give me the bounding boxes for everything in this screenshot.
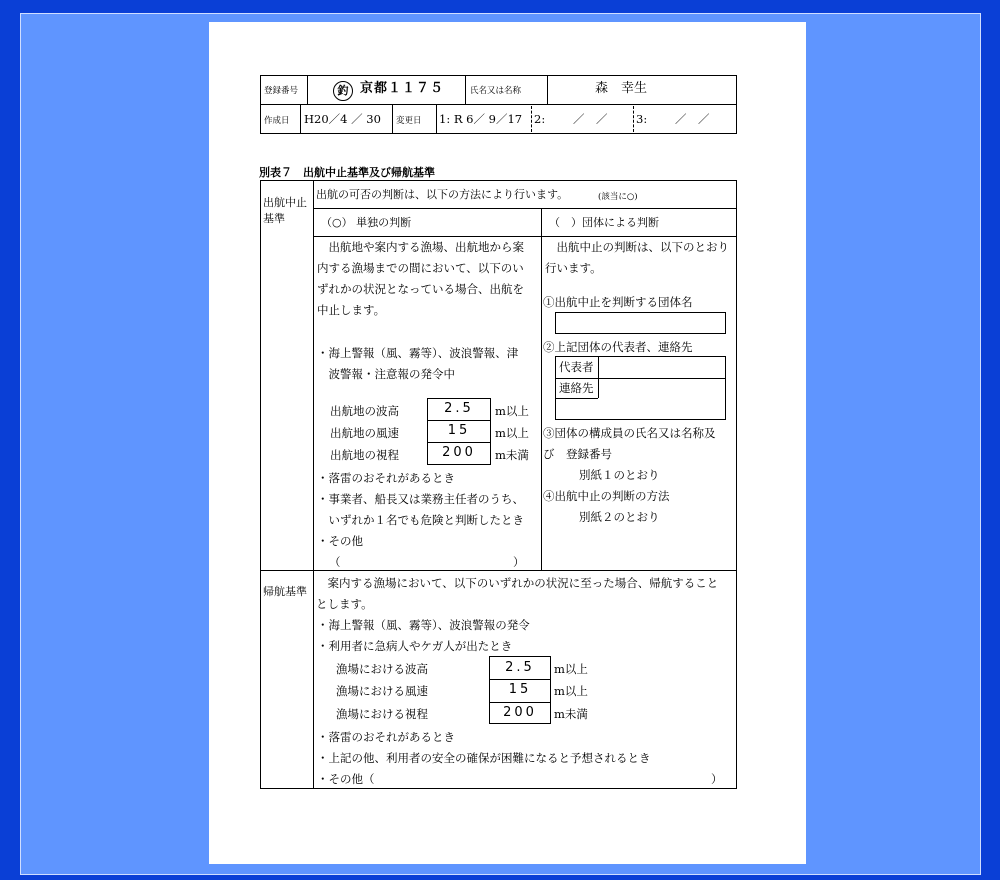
created-label: 作成日 <box>264 116 290 126</box>
left-para-4: 中止します。 <box>317 303 386 317</box>
section-title: 別表７ 出航中止基準及び帰航基準 <box>259 166 435 179</box>
contact-label: 連絡先 <box>559 381 594 395</box>
members-line-1: ③団体の構成員の氏名又は名称及 <box>543 426 716 440</box>
changed-label: 変更日 <box>396 116 422 126</box>
ret-other: ・その他（ <box>317 772 375 786</box>
dep-wind-label: 出航地の風速 <box>330 426 399 440</box>
change-3: 3: <box>636 112 648 126</box>
dep-other-paren: （ ） <box>329 555 525 569</box>
ret-vis-label: 漁場における視程 <box>336 707 428 721</box>
created-value: H20／4 ／ 30 <box>304 112 381 126</box>
name-value: 森 幸生 <box>595 81 648 96</box>
departure-intro-note: (該当に○) <box>598 192 638 202</box>
return-sick: ・利用者に急病人やケガ人が出たとき <box>317 639 513 653</box>
name-label: 氏名又は名称 <box>470 86 522 96</box>
reg-number: 京都１１７５ <box>360 81 445 96</box>
right-para-2: 行います。 <box>545 261 602 275</box>
departure-label-1: 出航中止 <box>263 196 307 209</box>
single-judgment-header: （○） 単独の判断 <box>321 216 412 229</box>
ret-safety: ・上記の他、利用者の安全の確保が困難になると予想されるとき <box>317 751 651 765</box>
dep-vis-unit: m未満 <box>495 448 529 462</box>
reg-label: 登録番号 <box>264 86 299 96</box>
return-line-2: とします。 <box>316 597 373 611</box>
change-2-date: ／ ／ <box>573 112 608 126</box>
return-label: 帰航基準 <box>263 585 307 598</box>
change-2: 2: <box>534 112 546 126</box>
departure-label-2: 基準 <box>263 212 285 225</box>
departure-intro: 出航の可否の判断は、以下の方法により行います。 <box>316 188 569 201</box>
dep-wave-unit: m以上 <box>495 404 529 418</box>
change-1: 1: R 6／ 9／17 <box>439 112 523 126</box>
dep-wind-unit: m以上 <box>495 426 529 440</box>
dep-wave-label: 出航地の波高 <box>330 404 399 418</box>
return-warning: ・海上警報（風、霧等）、波浪警報の発令 <box>317 618 530 632</box>
group-name-box <box>555 312 726 334</box>
rep-label: 代表者 <box>559 360 594 374</box>
dep-vis-value: 200 <box>442 445 476 460</box>
group-name-label: ①出航中止を判断する団体名 <box>543 295 693 309</box>
dep-vis-label: 出航地の視程 <box>330 448 399 462</box>
document-page <box>209 22 806 864</box>
left-para-1: 出航地や案内する漁場、出航地から案 <box>317 240 524 254</box>
ret-vis-unit: m未満 <box>554 707 588 721</box>
dep-captain-2: いずれか１名でも危険と判断したとき <box>317 513 524 527</box>
ret-wave-label: 漁場における波高 <box>336 662 428 676</box>
ret-other-close: ） <box>711 772 723 786</box>
right-para-1: 出航中止の判断は、以下のとおり <box>545 240 729 254</box>
dep-wave-value: 2.5 <box>444 401 474 416</box>
members-ref: 別紙１のとおり <box>579 468 660 482</box>
dep-captain-1: ・事業者、船長又は業務主任者のうち、 <box>317 492 524 506</box>
method-label: ④出航中止の判断の方法 <box>543 489 670 503</box>
members-line-2: び 登録番号 <box>543 447 612 461</box>
ret-wave-unit: m以上 <box>554 662 588 676</box>
warning-line-2: 波警報・注意報の発令中 <box>317 367 455 381</box>
fishing-seal-icon: 釣 <box>333 81 353 101</box>
ret-wind-label: 漁場における風速 <box>336 684 428 698</box>
ret-lightning: ・落雷のおそれがあるとき <box>317 730 455 744</box>
return-line-1: 案内する漁場において、以下のいずれかの状況に至った場合、帰航すること <box>316 576 719 590</box>
dep-lightning: ・落雷のおそれがあるとき <box>317 471 455 485</box>
left-para-2: 内する漁場までの間において、以下のい <box>317 261 524 275</box>
dep-other: ・その他 <box>317 534 363 548</box>
ret-wind-value: 15 <box>508 682 532 697</box>
left-para-3: ずれかの状況となっている場合、出航を <box>317 282 524 296</box>
ret-vis-value: 200 <box>503 705 537 720</box>
dep-wind-value: 15 <box>447 423 471 438</box>
warning-line-1: ・海上警報（風、霧等）、波浪警報、津 <box>317 346 519 360</box>
group-rep-label: ②上記団体の代表者、連絡先 <box>543 340 693 354</box>
group-judgment-header: （ ）団体による判断 <box>549 216 659 229</box>
ret-wave-value: 2.5 <box>505 660 535 675</box>
change-3-date: ／ ／ <box>675 112 710 126</box>
ret-wind-unit: m以上 <box>554 684 588 698</box>
method-ref: 別紙２のとおり <box>579 510 660 524</box>
